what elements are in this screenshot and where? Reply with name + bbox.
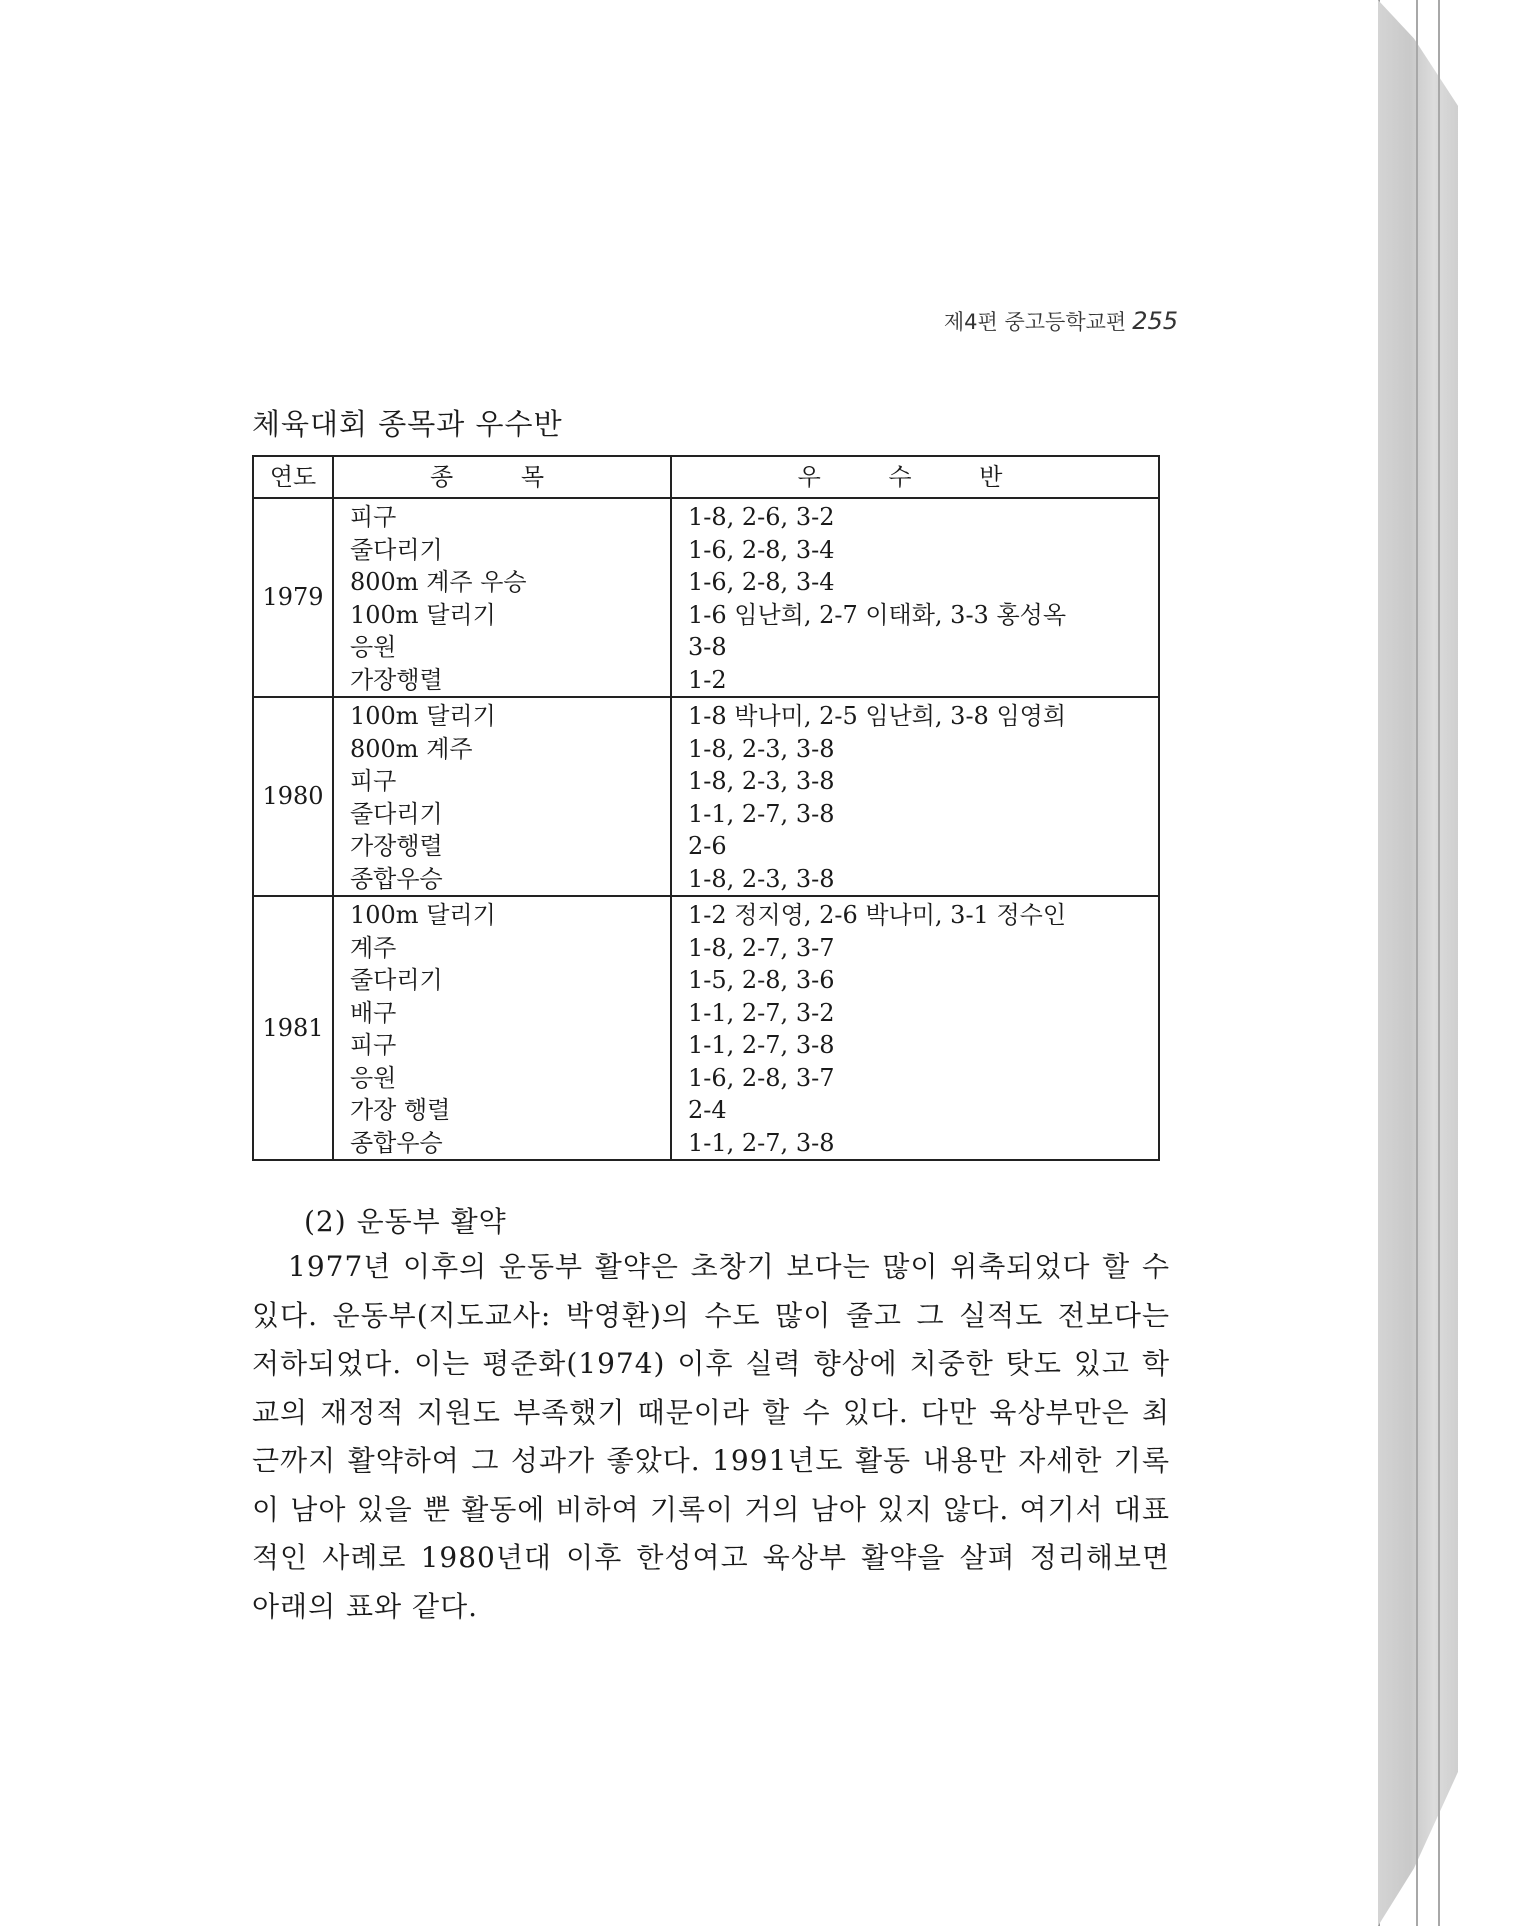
event-item: 100m 달리기 (350, 600, 496, 629)
page-edge-line (1438, 0, 1440, 1926)
event-item: 800m 계주 (350, 734, 473, 763)
header-event: 종 목 (333, 456, 671, 498)
winning-class-item: 3-8 (688, 633, 727, 661)
year-cell: 1981 (253, 896, 333, 1160)
winning-class-item: 1-8, 2-3, 3-8 (688, 734, 835, 763)
section-heading: (2) 운동부 활약 (304, 1205, 507, 1238)
event-item: 피구 (350, 1031, 397, 1059)
event-item: 배구 (350, 998, 397, 1027)
winning-class-item: 2-6 (688, 832, 727, 860)
events-cell (333, 896, 671, 1160)
winning-class-item: 1-6, 2-8, 3-4 (688, 568, 835, 596)
classes-cell (671, 697, 1159, 896)
winning-class-item: 1-8, 2-7, 3-7 (688, 933, 835, 962)
events-cell (333, 498, 671, 697)
winning-class-item: 1-8, 2-3, 3-8 (688, 864, 835, 893)
table-header-row (253, 456, 1159, 498)
winning-class-item: 1-6 임난희, 2-7 이태화, 3-3 홍성옥 (688, 600, 1067, 629)
sports-day-table (252, 455, 1160, 1161)
header-section: 제4편 중고등학교편 (943, 310, 1127, 334)
event-item: 줄다리기 (350, 535, 443, 564)
winning-class-item: 1-2 정지영, 2-6 박나미, 3-1 정수인 (688, 901, 1067, 929)
winning-class-item: 1-1, 2-7, 3-2 (688, 998, 835, 1027)
header-class: 우 수 반 (671, 456, 1159, 498)
classes-cell (671, 498, 1159, 697)
event-item: 100m 달리기 (350, 901, 496, 929)
winning-class-item: 1-5, 2-8, 3-6 (688, 966, 835, 994)
winning-class-item: 1-1, 2-7, 3-8 (688, 1128, 835, 1157)
event-item: 응원 (350, 1063, 397, 1092)
winning-class-item: 1-6, 2-8, 3-7 (688, 1063, 835, 1092)
header-year: 연도 (253, 456, 333, 498)
winning-class-item: 1-8 박나미, 2-5 임난희, 3-8 임영희 (688, 702, 1067, 730)
event-item: 종합우승 (350, 864, 443, 893)
table-title: 체육대회 종목과 우수반 (252, 407, 563, 441)
page-edge-line (1416, 0, 1418, 1926)
winning-class-item: 1-2 (688, 665, 727, 694)
event-item: 가장 행렬 (350, 1096, 451, 1124)
page-number: 255 (1132, 307, 1178, 335)
classes-cell (671, 896, 1159, 1160)
winning-class-item: 1-1, 2-7, 3-8 (688, 799, 835, 828)
event-item: 응원 (350, 633, 397, 661)
winning-class-item: 1-6, 2-8, 3-4 (688, 535, 835, 564)
events-cell (333, 697, 671, 896)
event-item: 줄다리기 (350, 966, 443, 994)
year-cell: 1980 (253, 697, 333, 896)
event-item: 피구 (350, 503, 397, 531)
event-item: 계주 (350, 933, 397, 962)
year-cell: 1979 (253, 498, 333, 697)
event-item: 피구 (350, 767, 397, 795)
event-item: 가장행렬 (350, 665, 443, 694)
table-group-row (253, 896, 1159, 1160)
table-group-row (253, 697, 1159, 896)
event-item: 줄다리기 (350, 799, 443, 828)
page-edge (1378, 0, 1458, 1926)
winning-class-item: 2-4 (688, 1096, 727, 1124)
event-item: 100m 달리기 (350, 702, 496, 730)
winning-class-item: 1-8, 2-3, 3-8 (688, 767, 835, 795)
winning-class-item: 1-1, 2-7, 3-8 (688, 1031, 835, 1059)
body-paragraph: 1977년 이후의 운동부 활약은 초창기 보다는 많이 위축되었다 할 수 있다. 운동부(지도교사: 박영환)의 수도 많이 줄고 그 실적도 전보다는 저하되었다. 이는 평준화(1974) 이후 실력 향상에 치중한 탓도 있고 학교의 재정적 지원도 부족했기 때문이라 할 수 있다. 다만 육상부만은 최근까지 활약하여 그 성과가 좋았다. 1991년도 활동 내용만 자세한 기록이 남아 있을 뿐 활동에 비하여 기록이 거의 남아 있지 않다. 여기서 대표적인 사례로 1980년대 이후 한성여고 육상부 활약을 살펴 정리해보면 아래의 표와 같다. (252, 1250, 1170, 1623)
winning-class-item: 1-8, 2-6, 3-2 (688, 503, 835, 531)
table-group-row (253, 498, 1159, 697)
event-item: 종합우승 (350, 1128, 443, 1157)
running-header (944, 306, 1178, 336)
event-item: 가장행렬 (350, 832, 443, 860)
event-item: 800m 계주 우승 (350, 568, 527, 596)
